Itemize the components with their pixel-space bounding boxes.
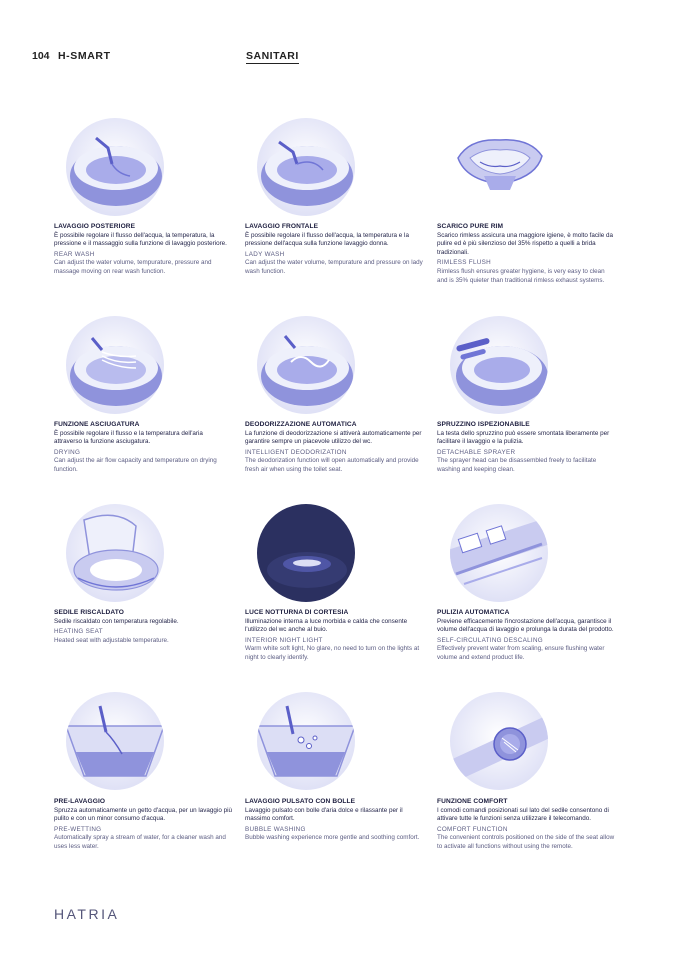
- feature-night-light: [245, 609, 423, 663]
- night-light-image: [257, 504, 355, 602]
- feature-subtitle: BUBBLE WASHING: [245, 825, 306, 833]
- lady-wash-image: [257, 118, 355, 216]
- feature-rimless-flush: [437, 223, 615, 285]
- feature-subtitle: LADY WASH: [245, 250, 285, 258]
- feature-desc-it: La testa dello spruzzino può essere smontata liberamente per facilitare il lavaggio e la pulizia.: [437, 429, 610, 446]
- feature-desc-en: Bubble washing experience more gentle and soothing comfort.: [245, 834, 420, 842]
- feature-title: PULIZIA AUTOMATICA: [437, 609, 510, 616]
- feature-title: DEODORIZZAZIONE AUTOMATICA: [245, 421, 357, 428]
- bubble-washing-image: [257, 692, 355, 790]
- feature-title: LAVAGGIO POSTERIORE: [54, 223, 136, 230]
- feature-deodorization: [245, 421, 423, 475]
- feature-title: FUNZIONE ASCIUGATURA: [54, 421, 140, 428]
- feature-desc-en: Warm white soft light, No glare, no need to turn on the lights at night to clearly identify.: [245, 645, 420, 661]
- feature-desc-it: Lavaggio pulsato con bolle d'aria dolce e rilassante per il massimo comfort.: [245, 806, 403, 823]
- feature-desc-en: Can adjust the water volume, tempurature and pressure on lady wash function.: [245, 259, 423, 275]
- feature-self-descaling: [437, 609, 615, 663]
- feature-desc-it: Scarico rimless assicura una maggiore igiene, è molto facile da pulire ed è più silenzioso del 35% rispetto a quelli a brida tradizionali.: [437, 231, 614, 256]
- page-number: 104: [32, 50, 50, 62]
- feature-desc-it: Illuminazione interna a luce morbida e calda che consente l'utilizzo del wc anche al buio.: [245, 617, 408, 634]
- feature-desc-it: Spruzza automaticamente un getto d'acqua, per un lavaggio più pulito e con un minor consumo d'acqua.: [54, 806, 232, 823]
- pre-wetting-image: [66, 692, 164, 790]
- feature-desc-it: La funzione di deodorizzazione si attiverà automaticamente per garantire sempre un piacevole utilizzo del wc.: [245, 429, 422, 446]
- feature-desc-en: Can adjust the water volume, tempurature, pressure and massage moving on rear wash function.: [54, 259, 212, 275]
- feature-desc-en: Can adjust the air flow capacity and temperature on drying function.: [54, 457, 217, 473]
- feature-title: SCARICO PURE RIM: [437, 223, 504, 230]
- feature-subtitle: HEATING SEAT: [54, 628, 103, 636]
- section-title: SANITARI: [246, 50, 299, 62]
- feature-desc-en: Automatically spray a stream of water, for a cleaner wash and uses less water.: [54, 834, 226, 850]
- feature-desc-en: Heated seat with adjustable temperature.: [54, 636, 169, 644]
- rimless-flush-image: [450, 118, 548, 216]
- feature-pre-wetting: [54, 798, 232, 852]
- feature-desc-en: The convenient controls positioned on the side of the seat allow to activate all functions without using the remote.: [437, 834, 615, 850]
- feature-desc-en: Rimless flush ensures greater hygiene, is very easy to clean and is 35% quieter than traditional rimless exhaust systems.: [437, 267, 605, 284]
- feature-desc-it: È possibile regolare il flusso dell'acqua, la temperatura, la pressione e il massaggio sulla funzione di lavaggio posteriore.: [54, 231, 227, 248]
- feature-subtitle: RIMLESS FLUSH: [437, 259, 491, 267]
- feature-desc-en: The sprayer head can be disassembled freely to facilitate washing and keeping clean.: [437, 457, 597, 473]
- feature-subtitle: DRYING: [54, 448, 81, 456]
- page-header: [32, 50, 646, 66]
- feature-subtitle: DETACHABLE SPRAYER: [437, 448, 516, 456]
- feature-subtitle: INTERIOR NIGHT LIGHT: [245, 636, 323, 644]
- feature-comfort-function: [437, 798, 615, 852]
- feature-subtitle: PRE-WETTING: [54, 825, 102, 833]
- detachable-sprayer-image: [450, 316, 548, 414]
- deodorization-image: [257, 316, 355, 414]
- feature-subtitle: REAR WASH: [54, 250, 95, 258]
- feature-title: SPRUZZINO ISPEZIONABILE: [437, 421, 530, 428]
- feature-desc-en: Effectively prevent water from scaling, ensure flushing water volume and extend product life.: [437, 645, 605, 661]
- feature-title: LAVAGGIO PULSATO CON BOLLE: [245, 798, 356, 805]
- feature-title: SEDILE RISCALDATO: [54, 609, 124, 616]
- feature-desc-it: Previene efficacemente l'incrostazione dell'acqua, garantisce il volume dell'acqua di lavaggio e prolunga la durata del prodotto.: [437, 617, 614, 634]
- feature-bubble-washing: [245, 798, 423, 843]
- brand-title: H-SMART: [58, 50, 111, 62]
- feature-desc-it: È possibile regolare il flusso e la temperatura dell'aria attraverso la funzione asciugatura.: [54, 429, 203, 446]
- feature-title: LAVAGGIO FRONTALE: [245, 223, 319, 230]
- feature-subtitle: COMFORT FUNCTION: [437, 825, 508, 833]
- feature-detachable-sprayer: [437, 421, 615, 475]
- feature-desc-it: È possibile regolare il flusso dell'acqua, la temperatura e la pressione dell'acqua sulla funzione lavaggio donna.: [245, 231, 409, 248]
- feature-desc-en: The deodorization function will open automatically and provide fresh air when using the toilet seat.: [245, 457, 419, 473]
- feature-rear-wash: [54, 223, 232, 277]
- feature-subtitle: INTELLIGENT DEODORIZATION: [245, 448, 347, 456]
- comfort-function-image: [450, 692, 548, 790]
- feature-title: FUNZIONE COMFORT: [437, 798, 508, 805]
- feature-lady-wash: [245, 223, 423, 277]
- feature-heating-seat: [54, 609, 232, 645]
- feature-subtitle: SELF-CIRCULATING DESCALING: [437, 636, 544, 644]
- feature-drying: [54, 421, 232, 475]
- hatria-logo: HATRIA: [54, 906, 120, 922]
- feature-desc-it: Sedile riscaldato con temperatura regolabile.: [54, 617, 179, 625]
- rear-wash-image: [66, 118, 164, 216]
- feature-title: PRE-LAVAGGIO: [54, 798, 106, 805]
- drying-image: [66, 316, 164, 414]
- self-descaling-image: [450, 504, 548, 602]
- feature-title: LUCE NOTTURNA DI CORTESIA: [245, 609, 349, 616]
- heating-seat-image: [66, 504, 164, 602]
- feature-desc-it: I comodi comandi posizionati sul lato del sedile consentono di attivare tutte le funzioni senza utilizzare il telecomando.: [437, 806, 609, 823]
